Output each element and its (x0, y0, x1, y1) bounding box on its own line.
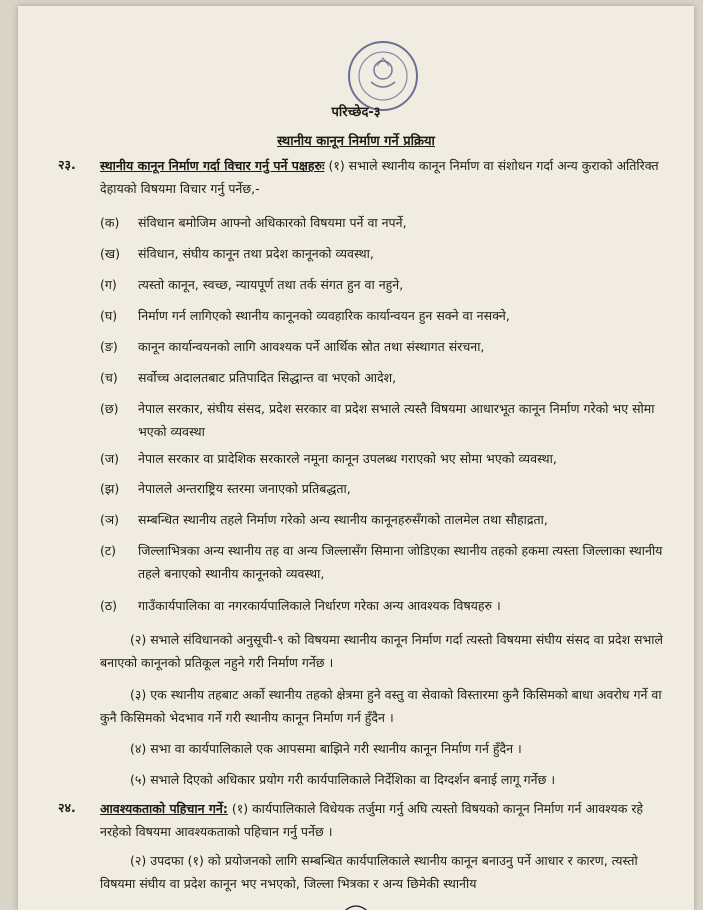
list-item-text: त्यस्तो कानून, स्वच्छ, न्यायपूर्ण तथा तर्क संगत हुन वा नहुने, (138, 277, 404, 292)
list-item-label: (ख) (100, 246, 120, 261)
list-item-label: (ग) (100, 277, 117, 292)
list-item-text: संविधान बमोजिम आफ्नो अधिकारको विषयमा पर्ने वा नपर्ने, (138, 215, 407, 230)
list-item-label: (ज) (100, 451, 120, 466)
list-item (100, 594, 666, 617)
section-24-heading-block (100, 797, 666, 843)
list-item (100, 447, 666, 470)
list-item (100, 539, 666, 585)
page-number-mark (336, 894, 376, 910)
document-page (18, 6, 694, 910)
list-item-label: (ट) (100, 543, 117, 558)
list-item (100, 335, 666, 358)
section-intro: (१) कार्यपालिकाले विधेयक तर्जुमा गर्नु अघि त्यस्तो विषयको कानून निर्माण गर्न आवश्यक रहे नरहेको विषयमा आवश्यकताको पहिचान गर्नु पर्नेछ । (100, 801, 644, 839)
list-item (100, 477, 666, 500)
list-item-text: सर्वोच्च अदालतबाट प्रतिपादित सिद्धान्त वा भएको आदेश, (138, 370, 397, 385)
list-item (100, 508, 666, 531)
paragraph: (२) उपदफा (१) को प्रयोजनको लागि सम्बन्धित कार्यपालिकाले स्थानीय कानून बनाउनु पर्ने आधार र कारण, त्यस्तो विषयमा संघीय वा प्रदेश कानून भए नभएको, जिल्ला भित्रका र अन्य छिमेकी स्थानीय (100, 853, 638, 891)
list-item-label: (ङ) (100, 339, 118, 354)
list-item-label: (घ) (100, 308, 118, 323)
list-item-text: जिल्लाभित्रका अन्य स्थानीय तह वा अन्य जिल्लासँग सिमाना जोडिएका स्थानीय तहको हकमा त्यस्ता जिल्लाका स्थानीय तहले बनाएको स्थानीय कानूनको व्यवस्था, (138, 543, 663, 581)
list-item-label: (ठ) (100, 598, 118, 613)
list-item (100, 273, 666, 296)
list-item-text: नेपालले अन्तराष्ट्रिय स्तरमा जनाएको प्रतिबद्धता, (138, 481, 351, 496)
list-item-text: गाउँकार्यपालिका वा नगरकार्यपालिकाले निर्धारण गरेका अन्य आवश्यक विषयहरु । (138, 598, 501, 613)
list-item-text: नेपाल सरकार, संघीय संसद, प्रदेश सरकार वा प्रदेश सभाले त्यस्तै विषयमा आधारभूत कानून निर्माण गरेको भए सोमा भएको व्यवस्था (138, 401, 655, 439)
list-item-label: (क) (100, 215, 120, 230)
list-item-text: संविधान, संघीय कानून तथा प्रदेश कानूनको व्यवस्था, (138, 246, 374, 261)
list-item-text: निर्माण गर्न लागिएको स्थानीय कानूनको व्यवहारिक कार्यान्वयन हुन सक्ने वा नसक्ने, (138, 308, 510, 323)
section-number: २३. (58, 157, 76, 172)
list-item-text: कानून कार्यान्वयनको लागि आवश्यक पर्ने आर्थिक स्रोत तथा संस्थागत संरचना, (138, 339, 485, 354)
list-item (100, 397, 666, 443)
chapter-subtitle: स्थानीय कानून निर्माण गर्ने प्रक्रिया (277, 134, 435, 149)
paragraph: (४) सभा वा कार्यपालिकाले एक आपसमा बाझिने गरी स्थानीय कानून निर्माण गर्न हुँदैन । (130, 741, 522, 756)
list-item (100, 242, 666, 265)
list-item-label: (छ) (100, 401, 119, 416)
list-item-label: (झ) (100, 481, 120, 496)
list-item-text: नेपाल सरकार वा प्रादेशिक सरकारले नमूना कानून उपलब्ध गराएको भए सोमा भएको व्यवस्था, (138, 451, 557, 466)
chapter-title: परिच्छेद-३ (331, 105, 381, 120)
list-item-text: सम्बन्धित स्थानीय तहले निर्माण गरेको अन्य स्थानीय कानूनहरुसँगको तालमेल तथा सौहाद्रता, (138, 512, 548, 527)
section-heading: स्थानीय कानून निर्माण गर्दा विचार गर्नु पर्ने पक्षहरुः (100, 158, 325, 173)
list-item (100, 211, 666, 234)
list-item-label: (ञ) (100, 512, 120, 527)
list-item (100, 304, 666, 327)
paragraph: (५) सभाले दिएको अधिकार प्रयोग गरी कार्यपालिकाले निर्देशिका वा दिग्दर्शन बनाई लागू गर्नेछ । (130, 772, 556, 787)
section-heading: आवश्यकताको पहिचान गर्ने: (100, 801, 228, 816)
list-item (100, 366, 666, 389)
section-number: २४. (58, 800, 76, 815)
section-23-heading-block (100, 154, 666, 200)
section-intro: (१) सभाले स्थानीय कानून निर्माण वा संशोधन गर्दा अन्य कुराको अतिरिक्त देहायको विषयमा विचार गर्नु पर्नेछ,- (100, 158, 659, 196)
paragraph: (३) एक स्थानीय तहबाट अर्को स्थानीय तहको क्षेत्रमा हुने वस्तु वा सेवाको विस्तारमा कुनै किसिमको बाधा अवरोध गर्ने वा कुनै किसिमको भेदभाव गर्ने गरी स्थानीय कानून निर्माण गर्न हुँदैन । (100, 687, 662, 725)
list-item-label: (च) (100, 370, 118, 385)
paragraph: (२) सभाले संविधानको अनुसूची-९ को विषयमा स्थानीय कानून निर्माण गर्दा त्यस्तो विषयमा संघीय संसद वा प्रदेश सभाले बनाएको कानूनको प्रतिकूल नहुने गरी निर्माण गर्नेछ । (100, 632, 663, 670)
